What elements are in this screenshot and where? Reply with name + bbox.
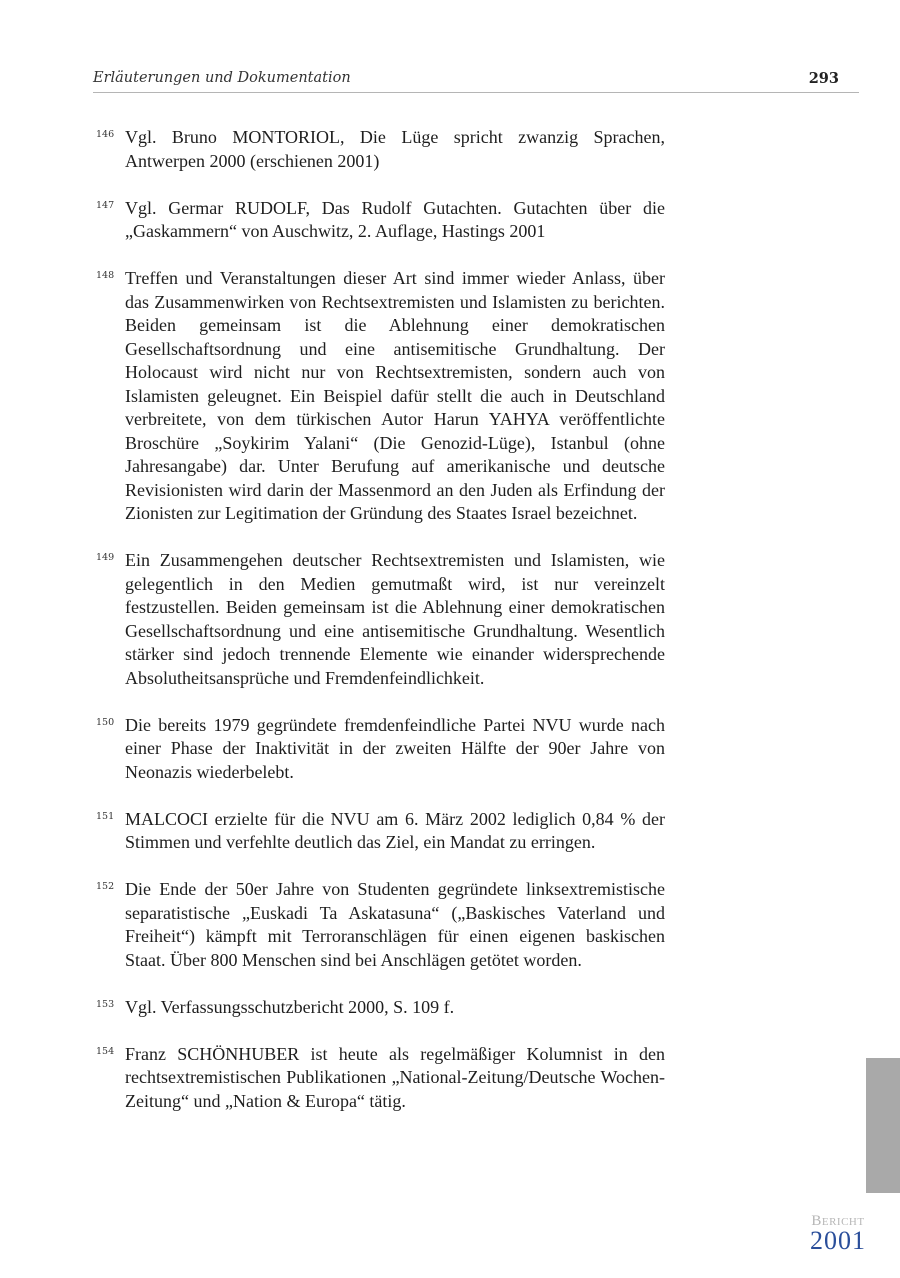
footnote-150: [93, 714, 665, 785]
section-title: Erläuterungen und Dokumentation: [93, 70, 351, 86]
footnote-text: Die Ende der 50er Jahre von Studenten gegründete linksextremistische separatistische „Euskadi Ta Askatasuna“ („Baskisches Vaterland und Freiheit“) kämpft mit Terroranschlägen für einen eigenen baskischen Staat. Über 800 Menschen sind bei Anschlägen getötet worden.: [125, 879, 665, 970]
footnote-148: [93, 267, 665, 526]
footnote-number: 146: [96, 129, 115, 140]
footnote-149: [93, 549, 665, 690]
footnote-text: MALCOCI erzielte für die NVU am 6. März 2002 lediglich 0,84 % der Stimmen und verfehlte deutlich das Ziel, ein Mandat zu erringen.: [125, 808, 665, 852]
footnote-147: [93, 197, 665, 244]
footnote-number: 148: [96, 270, 115, 281]
footnote-text: Franz SCHÖNHUBER ist heute als regelmäßiger Kolumnist in den rechtsextremistischen Publikationen „National-Zeitung/Deutsche Wochen-Zeitung“ und „Nation & Europa“ tätig.: [125, 1043, 665, 1111]
page-number: 293: [808, 70, 839, 87]
footnote-text: Treffen und Veranstaltungen dieser Art sind immer wieder Anlass, über das Zusammenwirken von Rechtsextremisten und Islamisten zu berichten. Beiden gemeinsam ist die Ablehnung einer demokratischen Gesellschaftsordnung und eine antisemitische Grundhaltung. Der Holocaust wird nicht nur von Rechtsextremisten, sondern auch von Islamisten geleugnet. Ein Beispiel dafür stellt die auch in Deutschland verbreitete, von dem türkischen Autor Harun YAHYA veröffentlichte Broschüre „Soykirim Yalani“ (Die Genozid-Lüge), Istanbul (ohne Jahresangabe) dar. Unter Berufung auf amerikanische und deutsche Revisionisten wird darin der Massenmord an den Juden als Erfindung der Zionisten zur Legitimation der Gründung des Staates Israel bezeichnet.: [125, 268, 665, 523]
footnote-number: 147: [96, 199, 115, 211]
footnote-text: Vgl. Bruno MONTORIOL, Die Lüge spricht zwanzig Sprachen, Antwerpen 2000 (erschienen 2001): [125, 127, 665, 171]
footnote-text: Ein Zusammengehen deutscher Rechtsextremisten und Islamisten, wie gelegentlich in den Medien gemutmaßt wird, ist nur vereinzelt festzustellen. Beiden gemeinsam ist die Ablehnung einer demokratischen Gesellschaftsordnung und eine antisemitische Grundhaltung. Wesentlich stärker sind jedoch trennende Elemente wie einander widersprechende Absolutheitsansprüche und Fremdenfeindlichkeit.: [125, 550, 665, 688]
footnote-number: 154: [96, 1045, 115, 1057]
footnote-number: 152: [96, 881, 115, 892]
page-header: [93, 68, 859, 93]
footnote-text: Vgl. Verfassungsschutzbericht 2000, S. 109 f.: [125, 996, 455, 1017]
footnote-text: Die bereits 1979 gegründete fremdenfeindliche Partei NVU wurde nach einer Phase der Inaktivität in der zweiten Hälfte der 90er Jahre von Neonazis wiederbelebt.: [125, 714, 665, 782]
report-logo: [800, 1213, 876, 1253]
footnote-text: Vgl. Germar RUDOLF, Das Rudolf Gutachten. Gutachten über die „Gaskammern“ von Auschwitz, 2. Auflage, Hastings 2001: [125, 197, 665, 241]
report-logo-label: Bericht: [811, 1213, 865, 1229]
footnote-153: [93, 996, 665, 1020]
footnote-number: 153: [96, 998, 115, 1010]
footnote-number: 149: [96, 552, 115, 563]
footnote-152: [93, 878, 665, 972]
footnote-154: [93, 1043, 665, 1114]
footnote-146: [93, 126, 665, 173]
report-logo-year: 2001: [810, 1226, 866, 1255]
footnote-151: [93, 808, 665, 855]
footnote-number: 151: [96, 810, 115, 822]
footnote-number: 150: [96, 716, 115, 728]
chapter-tab-marker: [866, 1058, 900, 1193]
footnote-list: [93, 126, 665, 1137]
